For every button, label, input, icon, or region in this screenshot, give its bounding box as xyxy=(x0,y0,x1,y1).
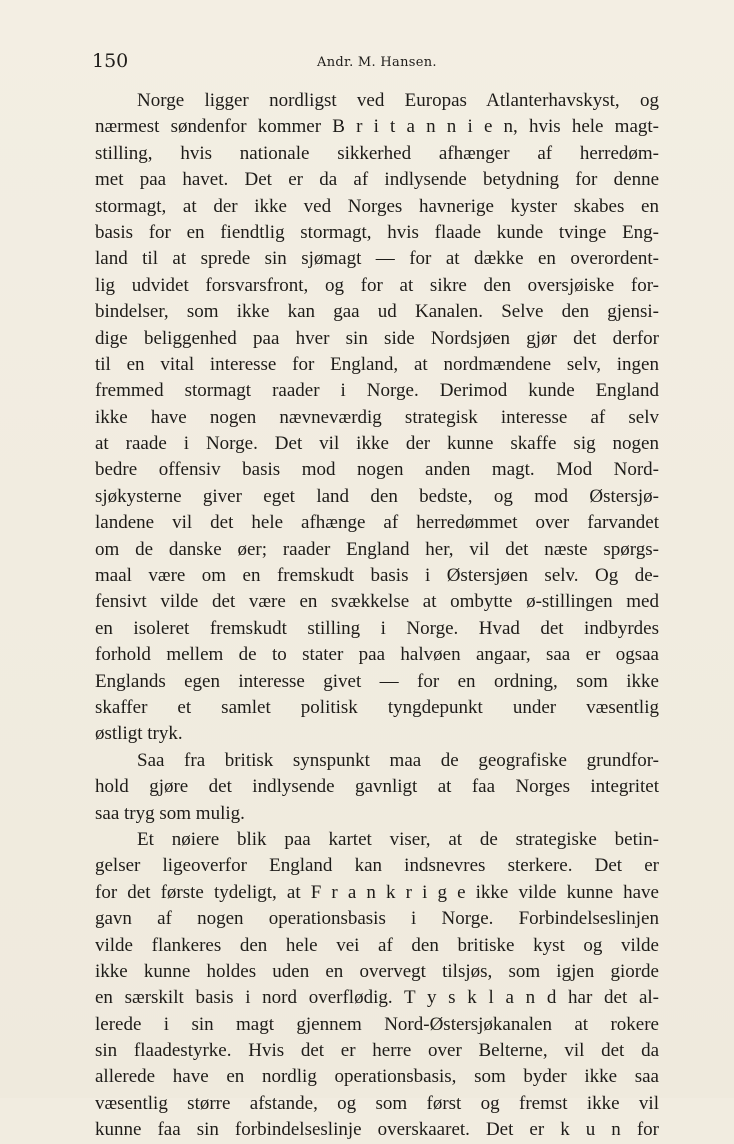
text-line: til en vital interesse for England, at nordmændene selv, ingen xyxy=(95,353,659,375)
text-line: skaffer et samlet politisk tyngdepunkt under væsentlig xyxy=(95,696,659,718)
text-line: kunne faa sin forbindelseslinje overskaaret. Det er k u n for xyxy=(95,1119,659,1141)
text-line: Norge ligger nordligst ved Europas Atlanterhavskyst, og xyxy=(137,90,659,111)
text-line: en isoleret fremskudt stilling i Norge. Hvad det indbyrdes xyxy=(95,617,659,639)
text-line: væsentlig større afstande, og som først og fremst ikke vil xyxy=(95,1092,659,1114)
text-line: dige beliggenhed paa hver sin side Nordsjøen gjør det derfor xyxy=(95,327,659,349)
text-line: Et nøiere blik paa kartet viser, at de strategiske betin- xyxy=(137,828,659,850)
text-line: nærmest søndenfor kommer B r i t a n n i e n, hvis hele magt- xyxy=(95,116,659,138)
text-line: fensivt vilde det være en svækkelse at ombytte ø-stillingen med xyxy=(95,591,659,613)
text-line: lig udvidet forsvarsfront, og for at sikre den oversjøiske for- xyxy=(95,274,659,296)
text-line: maal være om en fremskudt basis i Østersjøen selv. Og de- xyxy=(95,565,659,587)
running-head: Andr. M. Hansen. xyxy=(317,55,437,70)
text-line: østligt tryk. xyxy=(95,723,183,745)
text-line: basis for en fiendtlig stormagt, hvis flaade kunde tvinge Eng- xyxy=(95,221,659,243)
text-line: om de danske øer; raader England her, vil det næste spørgs- xyxy=(95,538,659,560)
text-line: bindelser, som ikke kan gaa ud Kanalen. Selve den gjensi- xyxy=(95,301,659,323)
text-line: at raade i Norge. Det vil ikke der kunne skaffe sig nogen xyxy=(95,433,659,455)
text-line: gelser ligeoverfor England kan indsnevres sterkere. Det er xyxy=(95,855,659,877)
text-line: hold gjøre det indlysende gavnligt at faa Norges integritet xyxy=(95,776,659,798)
text-line: en særskilt basis i nord overflødig. T y s k l a n d har det al- xyxy=(95,987,659,1009)
page-number: 150 xyxy=(92,50,129,72)
text-line: sjøkysterne giver eget land den bedste, og mod Østersjø- xyxy=(95,485,659,507)
text-line: bedre offensiv basis mod nogen anden magt. Mod Nord- xyxy=(95,459,659,481)
text-line: land til at sprede sin sjømagt — for at dække en overordent- xyxy=(95,248,659,270)
text-line: ikke have nogen nævneværdig strategisk interesse af selv xyxy=(95,406,659,428)
text-line: Englands egen interesse givet — for en ordning, som ikke xyxy=(95,670,659,692)
text-line: for det første tydeligt, at F r a n k r i g e ikke vilde kunne have xyxy=(95,881,659,903)
text-line: landene vil det hele afhænge af herredømmet over farvandet xyxy=(95,512,659,534)
body-text xyxy=(95,88,659,1144)
text-line: met paa havet. Det er da af indlysende betydning for denne xyxy=(95,169,659,191)
text-line: saa tryg som mulig. xyxy=(95,802,245,824)
page-header xyxy=(92,50,658,80)
text-line: forhold mellem de to stater paa halvøen angaar, saa er ogsaa xyxy=(95,644,659,666)
text-line: stilling, hvis nationale sikkerhed afhænger af herredøm- xyxy=(95,142,659,164)
text-line: gavn af nogen operationsbasis i Norge. Forbindelseslinjen xyxy=(95,908,659,930)
text-line: Saa fra britisk synspunkt maa de geografiske grundfor- xyxy=(137,749,659,771)
text-line: allerede have en nordlig operationsbasis, som byder ikke saa xyxy=(95,1066,659,1088)
text-line: lerede i sin magt gjennem Nord-Østersjøkanalen at rokere xyxy=(95,1013,659,1035)
text-line: ikke kunne holdes uden en overvegt tilsjøs, som igjen giorde xyxy=(95,960,659,982)
text-line: stormagt, at der ikke ved Norges havnerige kyster skabes en xyxy=(95,195,659,217)
text-line: sin flaadestyrke. Hvis det er herre over Belterne, vil det da xyxy=(95,1040,659,1062)
text-line: vilde flankeres den hele vei af den britiske kyst og vilde xyxy=(95,934,659,956)
text-line: fremmed stormagt raader i Norge. Derimod kunde England xyxy=(95,380,659,402)
